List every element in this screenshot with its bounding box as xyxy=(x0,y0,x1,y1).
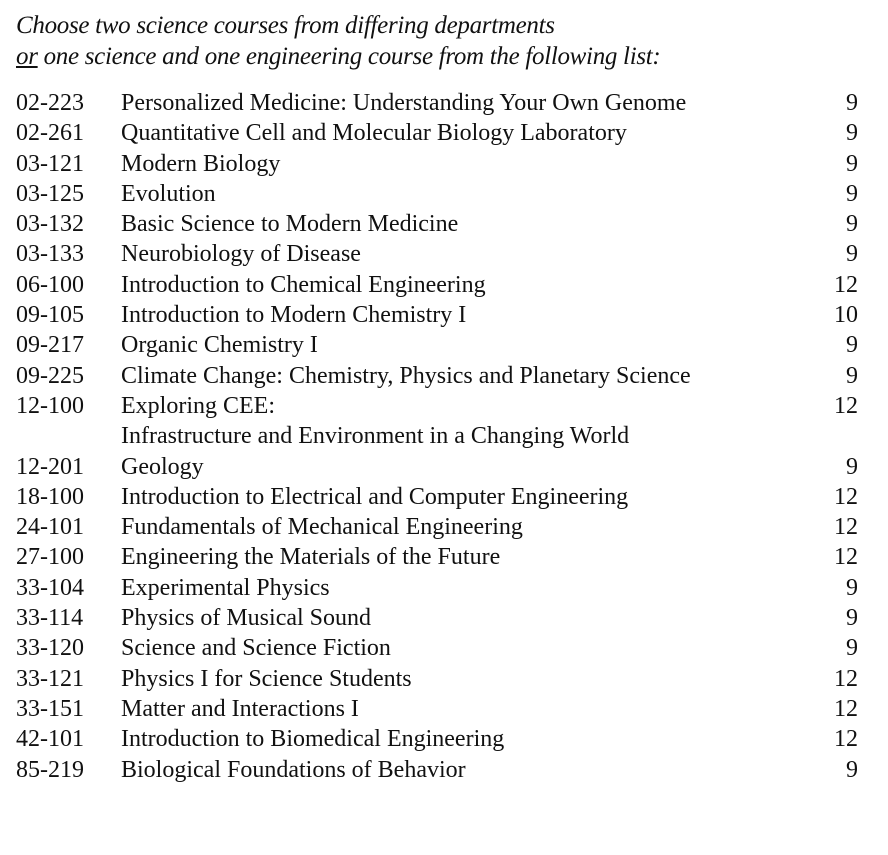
course-code: 33-104 xyxy=(16,574,84,601)
course-title: Neurobiology of Disease xyxy=(121,241,361,268)
underlined-or: or xyxy=(16,43,38,70)
course-units: 10 xyxy=(834,302,858,329)
course-title: Quantitative Cell and Molecular Biology Laboratory xyxy=(121,120,627,147)
course-units-empty xyxy=(814,421,858,451)
course-code: 02-261 xyxy=(16,120,84,147)
course-code-empty xyxy=(16,421,121,451)
course-row xyxy=(16,664,858,694)
course-code: 18-100 xyxy=(16,483,84,510)
course-code: 09-105 xyxy=(16,302,84,329)
course-title: Physics I for Science Students xyxy=(121,665,412,692)
course-units: 9 xyxy=(846,574,858,601)
course-code: 12-100 xyxy=(16,392,84,419)
course-code: 09-225 xyxy=(16,362,84,389)
course-row xyxy=(16,482,858,512)
course-title: Evolution xyxy=(121,180,216,207)
course-row xyxy=(16,149,858,179)
course-row xyxy=(16,300,858,330)
course-title: Geology xyxy=(121,453,204,480)
course-row xyxy=(16,542,858,572)
course-units: 12 xyxy=(834,392,858,419)
course-code: 06-100 xyxy=(16,271,84,298)
course-list xyxy=(16,88,858,785)
course-units: 12 xyxy=(834,544,858,571)
course-units: 9 xyxy=(846,635,858,662)
course-row xyxy=(16,724,858,754)
course-code: 33-121 xyxy=(16,665,84,692)
course-code: 85-219 xyxy=(16,756,84,783)
course-title: Matter and Interactions I xyxy=(121,695,359,722)
course-row xyxy=(16,270,858,300)
course-row xyxy=(16,573,858,603)
course-code: 27-100 xyxy=(16,544,84,571)
course-row xyxy=(16,239,858,269)
course-code: 03-132 xyxy=(16,211,84,238)
course-row xyxy=(16,179,858,209)
course-units: 9 xyxy=(846,332,858,359)
course-code: 03-125 xyxy=(16,180,84,207)
course-units: 9 xyxy=(846,605,858,632)
course-units: 9 xyxy=(846,241,858,268)
course-units: 12 xyxy=(834,271,858,298)
course-row xyxy=(16,330,858,360)
course-code: 03-121 xyxy=(16,150,84,177)
course-row xyxy=(16,361,858,391)
course-code: 42-101 xyxy=(16,726,84,753)
course-units: 9 xyxy=(846,90,858,116)
course-title: Introduction to Modern Chemistry I xyxy=(121,302,467,329)
course-row xyxy=(16,603,858,633)
course-row xyxy=(16,755,858,785)
course-title: Basic Science to Modern Medicine xyxy=(121,211,459,238)
course-units: 9 xyxy=(846,453,858,480)
course-units: 12 xyxy=(834,514,858,541)
course-row xyxy=(16,118,858,148)
course-row xyxy=(16,694,858,724)
course-code: 33-151 xyxy=(16,695,84,722)
course-title: Engineering the Materials of the Future xyxy=(121,544,501,571)
course-units: 9 xyxy=(846,150,858,177)
course-units: 9 xyxy=(846,756,858,783)
course-units: 9 xyxy=(846,120,858,147)
course-title: Personalized Medicine: Understanding Your Own Genome xyxy=(121,90,687,116)
course-title: Modern Biology xyxy=(121,150,281,177)
course-title-line-2: Infrastructure and Environment in a Changing World xyxy=(121,423,630,450)
course-units: 12 xyxy=(834,665,858,692)
course-units: 9 xyxy=(846,362,858,389)
course-row xyxy=(16,452,858,482)
course-title: Experimental Physics xyxy=(121,574,330,601)
course-code: 33-114 xyxy=(16,605,84,632)
course-units: 12 xyxy=(834,695,858,722)
course-title: Introduction to Chemical Engineering xyxy=(121,271,486,298)
course-title: Introduction to Electrical and Computer Engineering xyxy=(121,483,629,510)
course-title: Introduction to Biomedical Engineering xyxy=(121,726,505,753)
course-units: 9 xyxy=(846,180,858,207)
course-units: 9 xyxy=(846,211,858,238)
course-row xyxy=(16,209,858,239)
course-row xyxy=(16,391,858,421)
course-row xyxy=(16,88,858,118)
course-title: Organic Chemistry I xyxy=(121,332,318,359)
instructions-line-2 xyxy=(16,41,660,72)
course-title: Physics of Musical Sound xyxy=(121,605,372,632)
course-units: 12 xyxy=(834,483,858,510)
instructions-line-1: Choose two science courses from differing departments xyxy=(16,12,555,39)
course-row xyxy=(16,633,858,663)
course-title: Exploring CEE: xyxy=(121,392,275,419)
course-code: 09-217 xyxy=(16,332,84,359)
instructions-line-2-rest: one science and one engineering course from the following list: xyxy=(37,43,661,70)
course-code: 02-223 xyxy=(16,90,84,116)
course-row-continuation xyxy=(16,421,858,451)
course-title: Fundamentals of Mechanical Engineering xyxy=(121,514,523,541)
course-code: 12-201 xyxy=(16,453,84,480)
course-units: 12 xyxy=(834,726,858,753)
course-title: Science and Science Fiction xyxy=(121,635,391,662)
course-row xyxy=(16,512,858,542)
course-code: 03-133 xyxy=(16,241,84,268)
course-title: Climate Change: Chemistry, Physics and Planetary Science xyxy=(121,362,691,389)
course-code: 33-120 xyxy=(16,635,84,662)
instructions xyxy=(16,10,660,72)
course-title: Biological Foundations of Behavior xyxy=(121,756,466,783)
course-code: 24-101 xyxy=(16,514,84,541)
